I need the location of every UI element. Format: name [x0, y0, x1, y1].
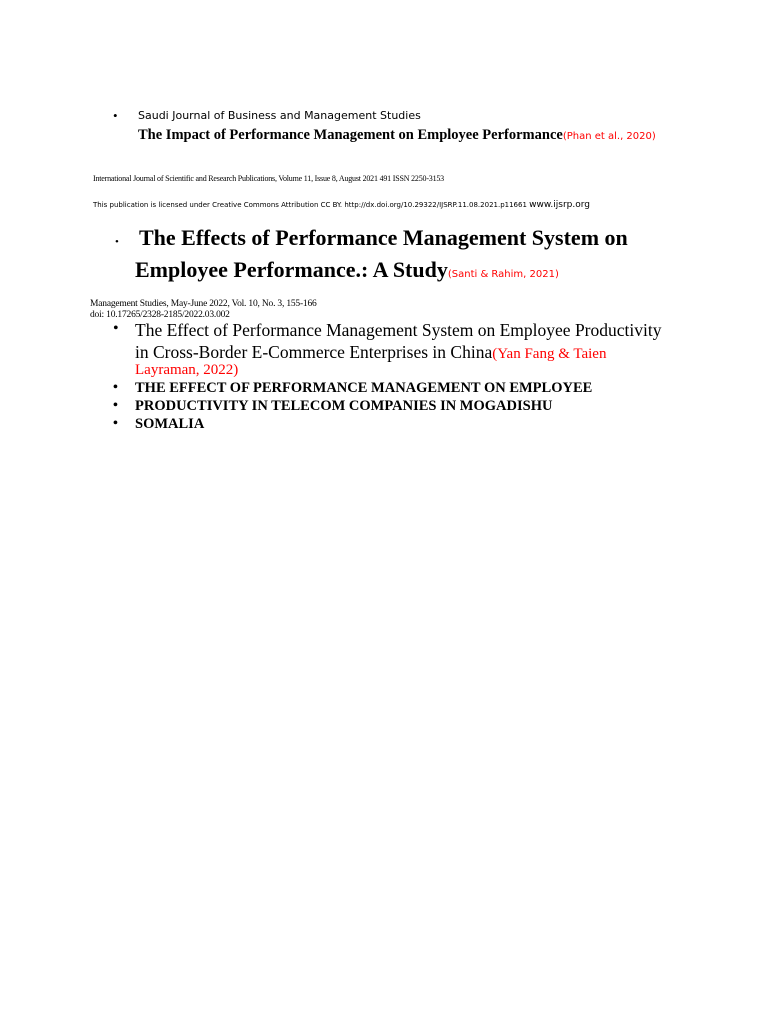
item1-citation: (Phan et al., 2020) [562, 131, 656, 142]
item3-title-line1: The Effect of Performance Management System on Employee Productivity [135, 320, 662, 340]
journal-name: Saudi Journal of Business and Management Studies [138, 109, 421, 122]
item1-title-text: The Impact of Performance Management on Employee Performance [138, 127, 563, 143]
item3-citation-part2: Layraman, 2022) [135, 362, 239, 378]
bullet-glyph: • [113, 380, 118, 395]
item3-title-text: in Cross-Border E-Commerce Enterprises in China [135, 342, 493, 362]
item3-title-line2 [135, 342, 606, 363]
item1-title [138, 127, 656, 144]
item2-title-line1: The Effects of Performance Management System on [139, 225, 628, 250]
bullet-glyph: • [113, 398, 118, 413]
management-studies-line1: Management Studies, May-June 2022, Vol. 10, No. 3, 155-166 [90, 299, 317, 309]
license-line [93, 200, 590, 210]
item4-line: THE EFFECT OF PERFORMANCE MANAGEMENT ON EMPLOYEE [135, 380, 593, 396]
management-studies-info [90, 299, 317, 321]
site-link[interactable]: www.ijsrp.org [529, 200, 590, 210]
bullet-glyph: • [115, 236, 119, 248]
item3-citation-part1: (Yan Fang & Taien [492, 346, 607, 362]
bullet-glyph: • [113, 416, 118, 431]
item2-title-text: Employee Performance.: A Study [135, 257, 448, 282]
license-text: This publication is licensed under Creative Commons Attribution CC BY. http://dx.doi.org/10.29322/IJSRP.11.08.2021.p11661 [93, 201, 530, 209]
item4-line: PRODUCTIVITY IN TELECOM COMPANIES IN MOGADISHU [135, 398, 553, 414]
publication-info: International Journal of Scientific and Research Publications, Volume 11, Issue 8, August 2021 491 ISSN 2250-3153 [93, 174, 444, 183]
item4-line: SOMALIA [135, 416, 205, 432]
bullet-glyph: • [113, 108, 118, 123]
item2-title-line2 [135, 257, 559, 283]
item2-citation: (Santi & Rahim, 2021) [447, 269, 559, 280]
bullet-glyph: • [113, 320, 119, 337]
doi-line: doi: 10.17265/2328-2185/2022.03.002 [90, 310, 230, 320]
